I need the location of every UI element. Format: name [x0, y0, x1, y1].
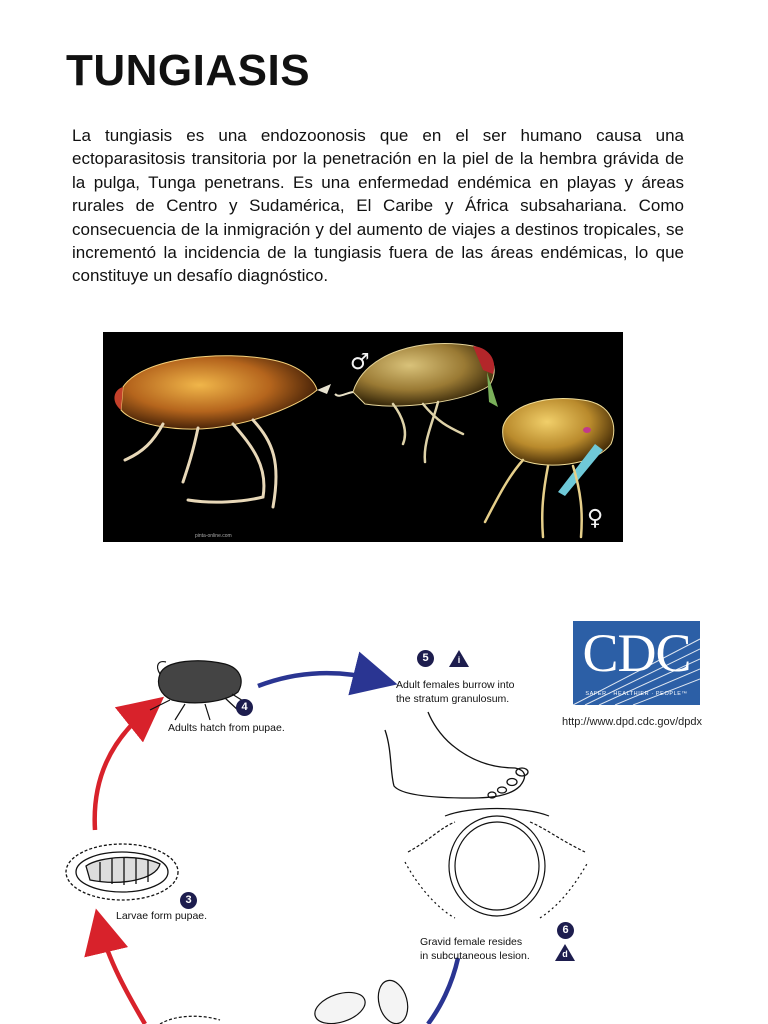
step-3-label: [116, 909, 207, 923]
life-cycle-diagram: [0, 600, 768, 1024]
infective-stage-icon: [449, 650, 469, 667]
arrow-pupae-to-adults: [95, 708, 150, 830]
page-title: TUNGIASIS: [66, 46, 311, 95]
intro-line: grávida de la pulga, Tunga penetrans. Es una enfermedad endémica en: [72, 149, 685, 192]
step-4-label-line: Adults hatch from pupae.: [168, 722, 285, 734]
cdc-url: http://www.dpd.cdc.gov/dpdx: [562, 716, 703, 728]
step-6-badge: 6: [557, 922, 574, 939]
cdc-tagline: SAFER · HEALTHIER · PEOPLE™: [585, 691, 688, 697]
photo-credit: pinta-online.com: [195, 533, 232, 539]
arrow-larvae-to-pupae: [100, 926, 145, 1024]
intro-line: ectoparasitosis transitoria por la penetración en la piel de la hembra: [72, 149, 597, 169]
step-4-label: [168, 721, 285, 735]
intro-paragraph: [72, 124, 684, 288]
step-5-label-line: Adult females burrow into: [396, 679, 515, 691]
intro-line: fuera de las áreas endémicas, lo que constituye un desafío diagnóstico.: [72, 243, 684, 286]
step-6-label-line: Gravid female resides: [420, 936, 523, 948]
intro-line: playas y áreas rurales de Centro y Sudamérica, El Caribe y África: [72, 172, 684, 216]
step-5-badge: 5: [417, 650, 434, 667]
flea-left-figure: [114, 356, 331, 507]
arrow-adults-to-burrow: [258, 673, 380, 686]
female-symbol: ♀: [587, 506, 604, 531]
step-4-badge: 4: [236, 699, 253, 716]
step-6-label: [420, 935, 530, 963]
life-cycle-drawings: [0, 600, 768, 1024]
step-3-label-line: Larvae form pupae.: [116, 910, 208, 922]
pupa-drawing: [66, 844, 178, 900]
flea-photo: [103, 332, 623, 542]
eggs-drawing: [311, 977, 412, 1024]
step-6-label-line: in subcutaneous lesion.: [420, 950, 530, 962]
infective-stage-letter: i: [457, 655, 461, 665]
intro-line: viajes a destinos tropicales, se incrementó la incidencia de la tungiasis: [72, 219, 684, 263]
cdc-logo-text: CDC: [582, 623, 691, 683]
diagnostic-stage-icon: [555, 944, 575, 961]
step-5-label-line: the stratum granulosum.: [396, 693, 510, 705]
intro-line: subsahariana. Como consecuencia de la inmigración y del aumento de: [72, 196, 684, 239]
male-symbol: ♂: [350, 350, 370, 375]
foot-drawing: [385, 712, 528, 798]
step-3-badge: 3: [180, 892, 197, 909]
lesion-drawing: [405, 809, 588, 919]
adult-flea-drawing: [150, 661, 248, 720]
arrow-lesion-to-eggs: [428, 958, 458, 1024]
intro-line: La tungiasis es una endozoonosis que en el ser humano causa una: [72, 126, 684, 145]
larva-drawing: [160, 1016, 220, 1024]
step-5-label: [396, 678, 514, 706]
diagnostic-stage-letter: d: [562, 949, 568, 959]
